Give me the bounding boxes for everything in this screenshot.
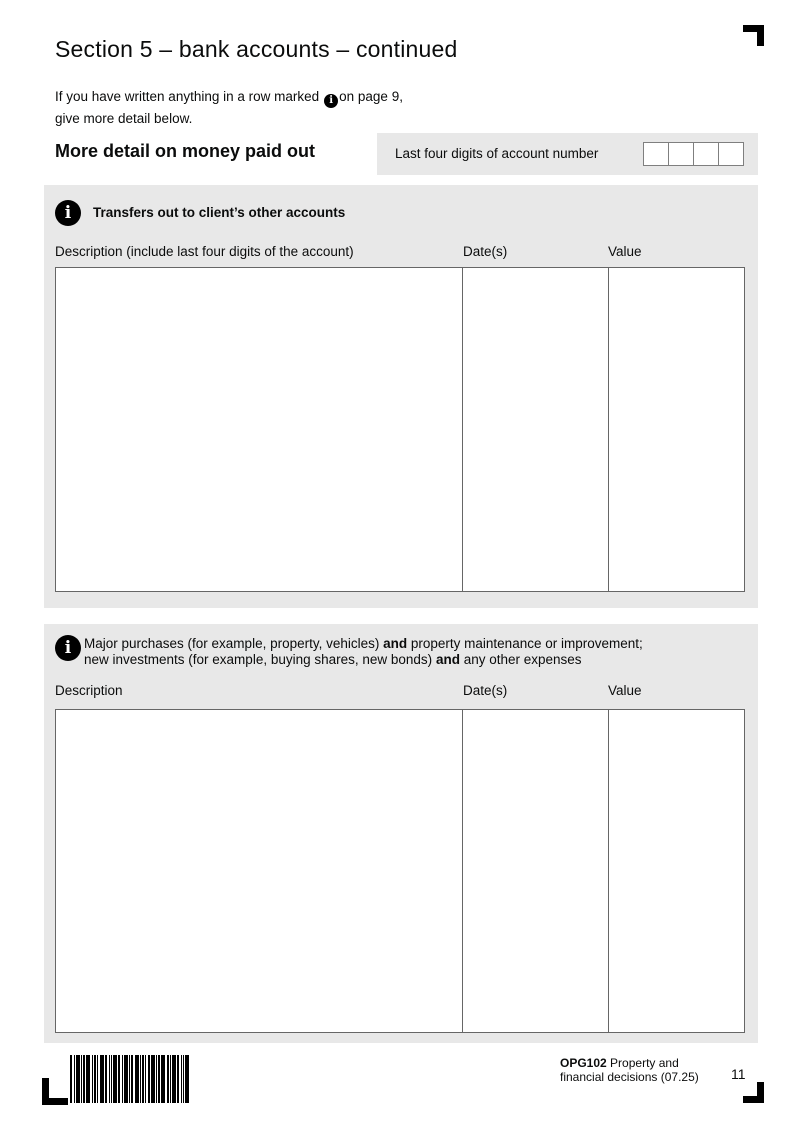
digit-cell[interactable] (643, 142, 669, 166)
digit-cell[interactable] (668, 142, 694, 166)
digit-cell[interactable] (693, 142, 719, 166)
info-icon: i (55, 635, 81, 661)
barcode (70, 1055, 189, 1103)
intro-line-1: If you have written anything in a row marked i on page 9, (55, 89, 403, 106)
account-digit-cells (643, 142, 744, 166)
info-icon: i (324, 94, 338, 108)
crop-mark-bottom-left (42, 1078, 68, 1105)
column-divider (462, 268, 463, 591)
col-header-description: Description (55, 683, 123, 698)
page-number: 11 (731, 1066, 746, 1082)
col-header-description: Description (include last four digits of the account) (55, 244, 354, 259)
section-major-purchases (44, 624, 758, 1043)
crop-mark-bottom-right (743, 1082, 764, 1103)
footer-line-2: financial decisions (07.25) (560, 1070, 699, 1084)
footer-line-1: OPG102 Property and (560, 1056, 679, 1070)
account-number-panel (377, 133, 758, 175)
transfers-entry-table[interactable] (55, 267, 745, 592)
column-divider (608, 710, 609, 1032)
column-divider (462, 710, 463, 1032)
col-header-dates: Date(s) (463, 683, 508, 698)
purchases-entry-table[interactable] (55, 709, 745, 1033)
column-divider (608, 268, 609, 591)
section-transfers-out (44, 185, 758, 608)
account-number-label: Last four digits of account number (395, 146, 599, 161)
intro-line-2: give more detail below. (55, 110, 193, 126)
section-2-heading-line-1: Major purchases (for example, property, vehicles) and property maintenance or improvement; (84, 636, 643, 651)
barcode-bar (185, 1055, 189, 1103)
money-paid-out-heading: More detail on money paid out (55, 141, 316, 161)
digit-cell[interactable] (718, 142, 744, 166)
col-header-dates: Date(s) (463, 244, 508, 259)
intro-paragraph (55, 86, 403, 129)
page-title: Section 5 – bank accounts – continued (55, 36, 458, 62)
section-2-heading-line-2: new investments (for example, buying shares, new bonds) and any other expenses (84, 651, 582, 667)
section-1-heading: Transfers out to client’s other accounts (93, 205, 346, 220)
col-header-value: Value (608, 244, 642, 259)
col-header-value: Value (608, 683, 642, 698)
form-id-footer (560, 1056, 730, 1084)
form-code: OPG102 (560, 1056, 607, 1070)
info-icon: i (55, 200, 81, 226)
crop-mark-top-right (743, 25, 764, 46)
section-2-heading (84, 636, 752, 667)
